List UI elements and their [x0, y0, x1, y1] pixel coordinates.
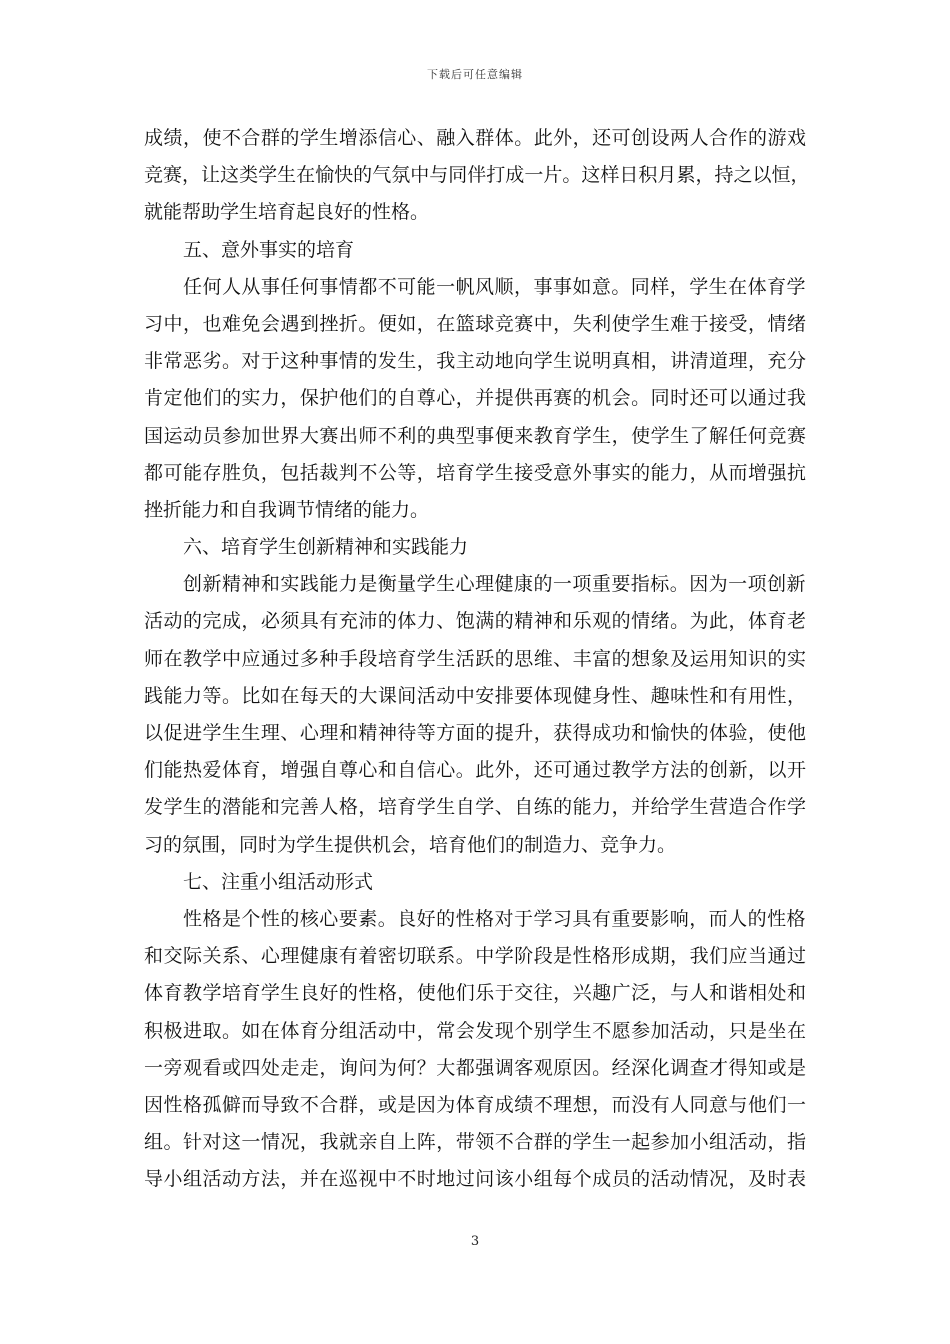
text-line: 性 格 是 个 性 的 核 心 要 素 。 良 好 的 性 格 对 于 学 习 具 有 重 要 影 响 ， 而 人 的 性 格 [183, 907, 806, 930]
text-line: 一 旁 观 看 或 四 处 走 走 ， 询 问 为 何 ？ 大 都 强 调 客 观 原 因 。 经 深 化 调 查 才 得 知 或 是 [144, 1056, 806, 1079]
text-line: 师 在 教 学 中 应 通 过 多 种 手 段 培 育 学 生 活 跃 的 思 维 、 丰 富 的 想 象 及 运 用 知 识 的 实 [144, 647, 806, 670]
text-line: 任 何 人 从 事 任 何 事 情 都 不 可 能 一 帆 风 顺 ， 事 事 如 意 。 同 样 ， 学 生 在 体 育 学 [183, 275, 806, 298]
text-line: 挫折能力和自我调节情绪的能力。 [144, 498, 430, 521]
text-line: 和 交 际 关 系 、 心 理 健 康 有 着 密 切 联 系 。 中 学 阶 段 是 性 格 形 成 期 ， 我 们 应 当 通 过 [144, 945, 806, 968]
text-line: 以 促 进 学 生 生 理 、 心 理 和 精 神 待 等 方 面 的 提 升 ， 获 得 成 功 和 愉 快 的 体 验 ， 使 他 [144, 722, 806, 744]
text-line: 积 极 进 取 。 如 在 体 育 分 组 活 动 中 ， 常 会 发 现 个 别 学 生 不 愿 参 加 活 动 ， 只 是 坐 在 [144, 1019, 806, 1042]
page-header: 下载后可任意编辑 [427, 68, 523, 81]
paragraph [144, 269, 806, 529]
text-line: 成 绩 ， 使 不 合 群 的 学 生 增 添 信 心 、 融 入 群 体 。 此 外 ， 还 可 创 设 两 人 合 作 的 游 戏 [144, 127, 806, 149]
page-number: 3 [470, 1234, 480, 1249]
text-line: 组 。 针 对 这 一 情 况 ， 我 就 亲 自 上 阵 ， 带 领 不 合 群 的 学 生 一 起 参 加 小 组 活 动 ， 指 [144, 1131, 806, 1154]
text-line: 国 运 动 员 参 加 世 界 大 赛 出 师 不 利 的 典 型 事 便 来 教 育 学 生 ， 使 学 生 了 解 任 何 竞 赛 [144, 424, 806, 447]
text-line: 导 小 组 活 动 方 法 ， 并 在 巡 视 中 不 时 地 过 问 该 小 组 每 个 成 员 的 活 动 情 况 ， 及 时 表 [144, 1168, 806, 1191]
paragraph [144, 566, 806, 864]
section-heading: 五、意外事实的培育 [183, 238, 355, 261]
text-line: 肯 定 他 们 的 实 力 ， 保 护 他 们 的 自 尊 心 ， 并 提 供 再 赛 的 机 会 。 同 时 还 可 以 通 过 我 [144, 387, 806, 410]
text-line: 竞 赛 ， 让 这 类 学 生 在 愉 快 的 气 氛 中 与 同 伴 打 成 一 片 。 这 样 日 积 月 累 ， 持 之 以 恒 ， [144, 164, 810, 187]
text-line: 体 育 教 学 培 育 学 生 良 好 的 性 格 ， 使 他 们 乐 于 交 往 ， 兴 趣 广 泛 ， 与 人 和 谐 相 处 和 [144, 982, 806, 1005]
text-line: 活 动 的 完 成 ， 必 须 具 有 充 沛 的 体 力 、 饱 满 的 精 神 和 乐 观 的 情 绪 。 为 此 ， 体 育 老 [144, 610, 806, 633]
paragraph [144, 120, 810, 232]
text-line: 们 能 热 爱 体 育 ， 增 强 自 尊 心 和 自 信 心 。 此 外 ， 还 可 通 过 教 学 方 法 的 创 新 ， 以 开 [144, 759, 806, 782]
text-line: 非 常 恶 劣 。 对 于 这 种 事 情 的 发 生 ， 我 主 动 地 向 学 生 说 明 真 相 ， 讲 清 道 理 ， 充 分 [144, 350, 806, 373]
document-body [144, 120, 810, 1198]
paragraph [144, 901, 806, 1199]
text-line: 因 性 格 孤 僻 而 导 致 不 合 群 ， 或 是 因 为 体 育 成 绩 不 理 想 ， 而 没 有 人 同 意 与 他 们 一 [144, 1093, 806, 1116]
text-line: 习 中 ， 也 难 免 会 遇 到 挫 折 。 便 如 ， 在 篮 球 竞 赛 中 ， 失 利 使 学 生 难 于 接 受 ， 情 绪 [144, 312, 806, 335]
text-line: 践 能 力 等 。 比 如 在 每 天 的 大 课 间 活 动 中 安 排 要 体 现 健 身 性 、 趣 味 性 和 有 用 性 ， [144, 684, 806, 707]
text-line: 创 新 精 神 和 实 践 能 力 是 衡 量 学 生 心 理 健 康 的 一 项 重 要 指 标 。 因 为 一 项 创 新 [183, 573, 806, 596]
text-line: 就能帮助学生培育起良好的性格。 [144, 201, 430, 224]
text-line: 都 可 能 存 胜 负 ， 包 括 裁 判 不 公 等 ， 培 育 学 生 接 受 意 外 事 实 的 能 力 ， 从 而 增 强 抗 [144, 461, 806, 484]
section-heading: 六、培育学生创新精神和实践能力 [183, 536, 469, 559]
text-line: 习的氛围，同时为学生提供机会，培育他们的制造力、竞争力。 [144, 833, 677, 856]
section-heading: 七、注重小组活动形式 [183, 870, 374, 893]
text-line: 发 学 生 的 潜 能 和 完 善 人 格 ， 培 育 学 生 自 学 、 自 练 的 能 力 ， 并 给 学 生 营 造 合 作 学 [144, 796, 806, 819]
